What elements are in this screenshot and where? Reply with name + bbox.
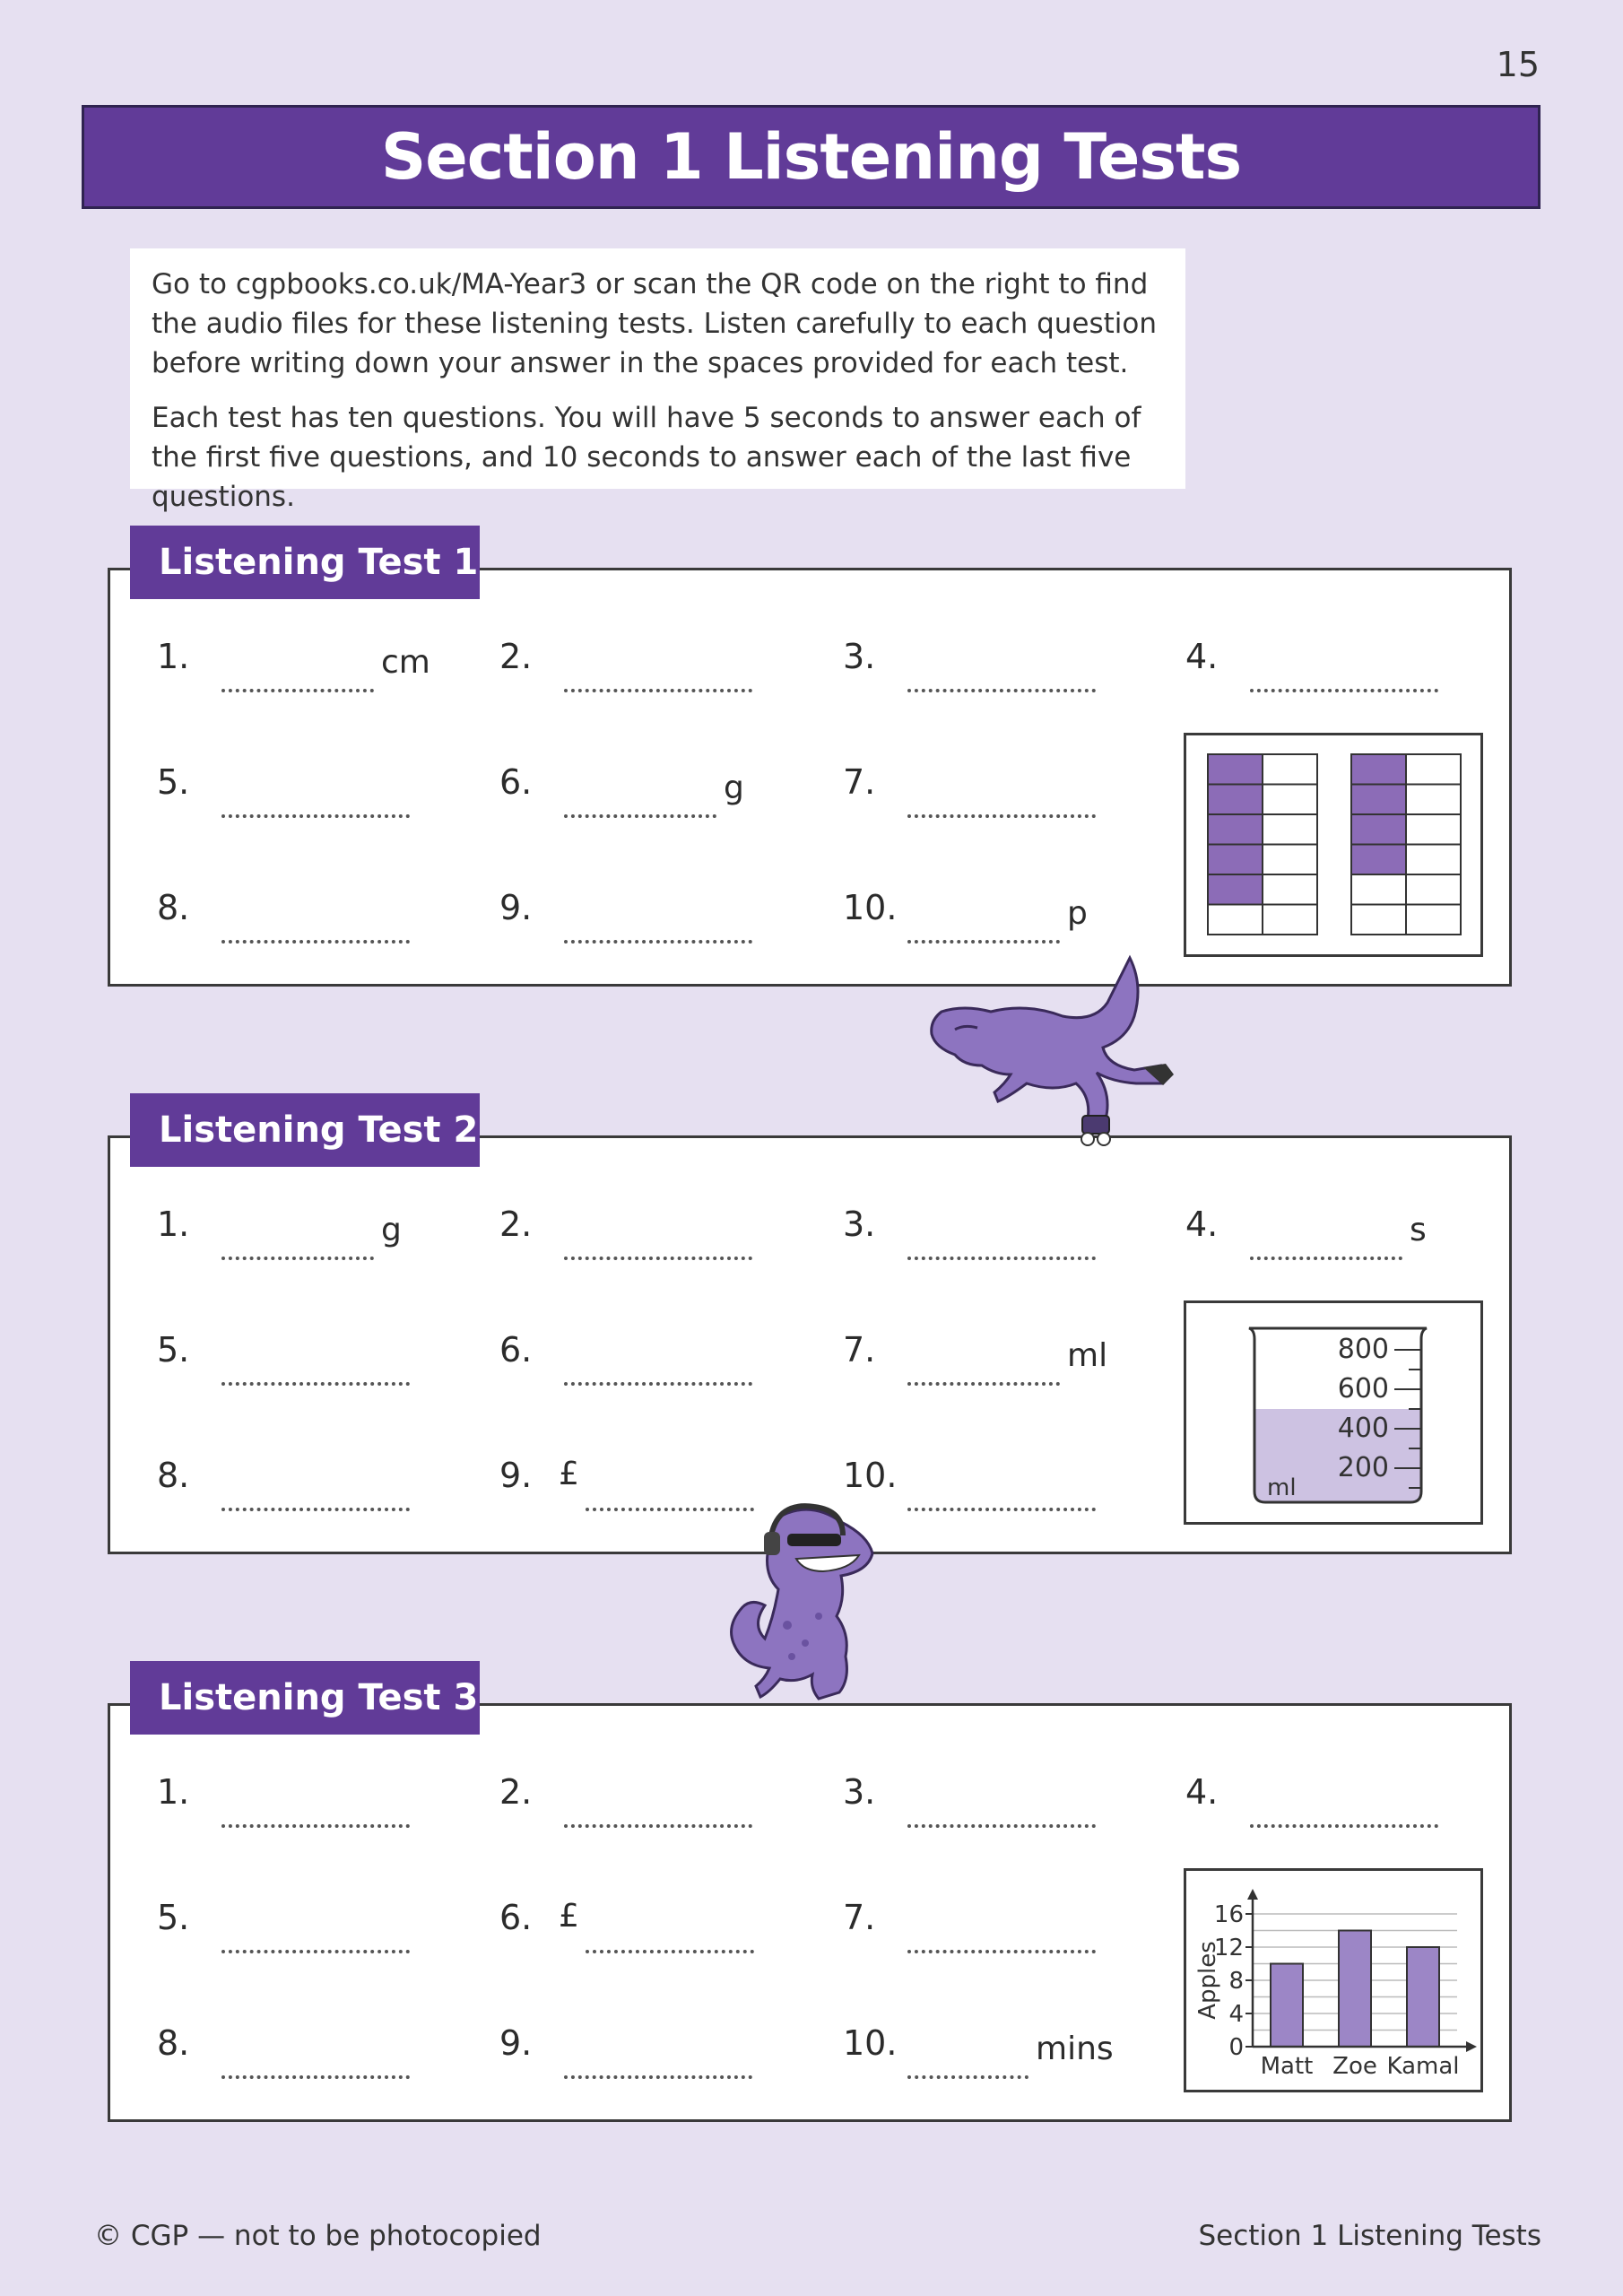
grid-cell-shaded <box>1208 845 1263 875</box>
grid-cell-shaded <box>1351 754 1406 785</box>
answer-blank[interactable] <box>564 1382 752 1386</box>
grid-cell-shaded <box>1351 814 1406 845</box>
roller-skate <box>1082 1116 1109 1134</box>
question-number: 4. <box>1185 637 1219 676</box>
answer-blank[interactable] <box>221 2075 410 2079</box>
chart-y-axis-label: Apples <box>1194 1941 1221 2020</box>
answer-blank[interactable] <box>221 1382 410 1386</box>
question-number: 3. <box>843 1772 876 1812</box>
currency-prefix: £ <box>559 1456 579 1492</box>
grid-cell <box>1208 905 1263 935</box>
answer-blank[interactable] <box>564 689 752 692</box>
grid-cell <box>1263 874 1317 905</box>
answer-blank[interactable] <box>907 1382 1060 1386</box>
question-number: 8. <box>157 888 190 927</box>
question-number: 4. <box>1185 1772 1219 1812</box>
question-number: 1. <box>157 1772 190 1812</box>
jug-scale-label: 200 <box>1337 1452 1389 1483</box>
page-number: 15 <box>1496 45 1540 84</box>
answer-blank[interactable] <box>221 814 410 818</box>
grid-cell <box>1351 874 1406 905</box>
listening-test-1-label: Listening Test 1 <box>130 526 480 599</box>
grid-cell-shaded <box>1208 814 1263 845</box>
instructions-paragraph: Go to cgpbooks.co.uk/MA-Year3 or scan the QR code on the right to find the audio files for these listening tests. Listen carefully to each question before writing down your answer in the spaces provided for each test. <box>152 268 1158 379</box>
question-number: 1. <box>157 1205 190 1244</box>
question-number: 1. <box>157 637 190 676</box>
answer-blank[interactable] <box>907 1508 1096 1511</box>
bar-chart-svg <box>1186 1871 1480 2090</box>
answer-blank[interactable] <box>907 2075 1028 2079</box>
answer-blank[interactable] <box>564 1824 752 1828</box>
answer-blank[interactable] <box>221 940 410 944</box>
headphones-dinosaur-illustration <box>725 1500 886 1719</box>
grid-cell <box>1263 845 1317 875</box>
chart-y-tick-label: 4 <box>1228 2001 1244 2028</box>
grid-cell <box>1263 785 1317 815</box>
chart-bar-matt <box>1271 1964 1303 2048</box>
chart-y-tick-label: 8 <box>1228 1968 1244 1995</box>
fraction-grid-a <box>1208 754 1317 935</box>
measuring-jug-svg <box>1186 1303 1480 1522</box>
chart-y-tick-label: 12 <box>1213 1935 1244 1961</box>
instructions-box <box>130 248 1185 513</box>
listening-test-2-label: Listening Test 2 <box>130 1093 480 1167</box>
answer-blank[interactable] <box>907 1950 1096 1953</box>
chart-y-axis-arrow <box>1247 1889 1258 1900</box>
answer-unit: s <box>1410 1212 1427 1248</box>
answer-blank[interactable] <box>1250 1824 1438 1828</box>
question-number: 9. <box>499 1456 533 1495</box>
grid-cell <box>1406 754 1461 785</box>
apples-bar-chart <box>1184 1868 1483 2092</box>
answer-blank[interactable] <box>907 1824 1096 1828</box>
answer-blank[interactable] <box>221 1257 374 1260</box>
answer-blank[interactable] <box>586 1950 754 1953</box>
roller-skating-dinosaur-illustration <box>928 949 1179 1148</box>
answer-blank[interactable] <box>564 940 752 944</box>
answer-unit: mins <box>1036 2031 1114 2067</box>
jug-scale-label: 800 <box>1337 1334 1389 1365</box>
question-number: 7. <box>843 1330 876 1370</box>
answer-blank[interactable] <box>586 1508 754 1511</box>
measuring-jug-figure <box>1184 1300 1483 1525</box>
answer-blank[interactable] <box>907 940 1060 944</box>
question-number: 4. <box>1185 1205 1219 1244</box>
question-number: 10. <box>843 1456 898 1495</box>
chart-y-tick-label: 16 <box>1213 1901 1244 1928</box>
question-number: 7. <box>843 1898 876 1937</box>
question-number: 5. <box>157 762 190 802</box>
answer-blank[interactable] <box>907 689 1096 692</box>
fraction-grids-figure <box>1184 733 1483 957</box>
question-number: 10. <box>843 2023 898 2063</box>
copyright-footer: © CGP — not to be photocopied <box>94 2220 542 2252</box>
chart-x-tick-label: Zoe <box>1332 2053 1377 2080</box>
question-number: 8. <box>157 1456 190 1495</box>
grid-cell <box>1263 905 1317 935</box>
answer-blank[interactable] <box>221 1508 410 1511</box>
question-number: 5. <box>157 1898 190 1937</box>
grid-cell-shaded <box>1208 754 1263 785</box>
currency-prefix: £ <box>559 1898 579 1935</box>
grid-cell <box>1263 814 1317 845</box>
answer-blank[interactable] <box>907 814 1096 818</box>
question-number: 3. <box>843 637 876 676</box>
question-number: 5. <box>157 1330 190 1370</box>
question-number: 2. <box>499 1772 533 1812</box>
page-title: Section 1 Listening Tests <box>380 120 1242 194</box>
answer-unit: p <box>1067 895 1088 932</box>
jug-unit-label: ml <box>1267 1474 1297 1501</box>
question-number: 2. <box>499 1205 533 1244</box>
chart-x-axis-arrow <box>1466 2041 1477 2052</box>
grid-cell-shaded <box>1351 785 1406 815</box>
chart-bar-kamal <box>1407 1947 1439 2047</box>
grid-cell <box>1406 874 1461 905</box>
chart-x-tick-label: Kamal <box>1386 2053 1460 2080</box>
section-title-bar <box>82 105 1541 209</box>
section-footer: Section 1 Listening Tests <box>1198 2220 1541 2252</box>
answer-unit: g <box>381 1212 402 1248</box>
grid-cell <box>1263 754 1317 785</box>
question-number: 9. <box>499 2023 533 2063</box>
answer-blank[interactable] <box>221 1824 410 1828</box>
sunglasses <box>787 1534 841 1546</box>
grid-cell-shaded <box>1351 845 1406 875</box>
grid-cell <box>1406 845 1461 875</box>
answer-blank[interactable] <box>564 1257 752 1260</box>
grid-cell <box>1351 905 1406 935</box>
answer-blank[interactable] <box>907 1257 1096 1260</box>
answer-blank[interactable] <box>564 2075 752 2079</box>
question-number: 3. <box>843 1205 876 1244</box>
chart-y-tick-label: 0 <box>1228 2034 1244 2061</box>
jug-scale-label: 400 <box>1337 1413 1389 1444</box>
fraction-grid-b <box>1351 754 1461 935</box>
grid-cell <box>1406 785 1461 815</box>
instructions-paragraph: Each test has ten questions. You will have 5 seconds to answer each of the first five questions, and 10 seconds to answer each of the last five questions. <box>152 402 1141 513</box>
question-number: 6. <box>499 762 533 802</box>
question-number: 10. <box>843 888 898 927</box>
listening-test-3-label: Listening Test 3 <box>130 1661 480 1735</box>
question-number: 7. <box>843 762 876 802</box>
answer-blank[interactable] <box>221 689 374 692</box>
question-number: 6. <box>499 1898 533 1937</box>
answer-blank[interactable] <box>564 814 716 818</box>
grid-cell <box>1406 905 1461 935</box>
question-number: 9. <box>499 888 533 927</box>
grid-cell-shaded <box>1208 874 1263 905</box>
grid-cell-shaded <box>1208 785 1263 815</box>
question-number: 6. <box>499 1330 533 1370</box>
chart-bar-zoe <box>1339 1931 1371 2048</box>
answer-blank[interactable] <box>1250 1257 1402 1260</box>
answer-blank[interactable] <box>1250 689 1438 692</box>
answer-blank[interactable] <box>221 1950 410 1953</box>
answer-unit: cm <box>381 644 430 681</box>
answer-unit: g <box>724 770 744 806</box>
question-number: 2. <box>499 637 533 676</box>
fraction-grids-svg <box>1186 735 1480 954</box>
answer-unit: ml <box>1067 1337 1108 1374</box>
grid-cell <box>1406 814 1461 845</box>
question-number: 8. <box>157 2023 190 2063</box>
jug-scale-label: 600 <box>1337 1373 1389 1405</box>
chart-x-tick-label: Matt <box>1260 2053 1314 2080</box>
